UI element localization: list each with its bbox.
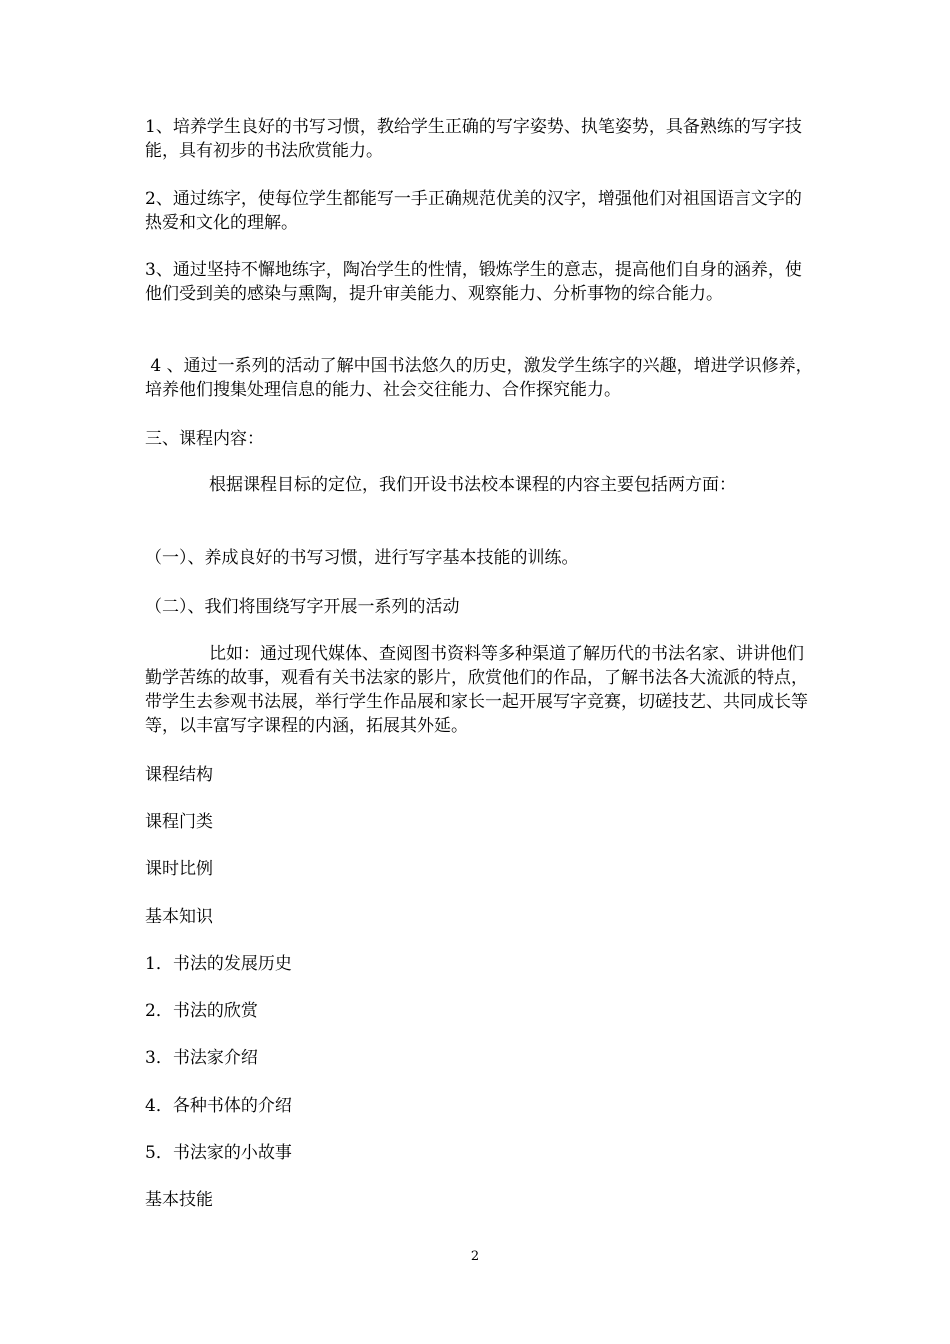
activities-paragraph: 比如：通过现代媒体、查阅图书资料等多种渠道了解历代的书法名家、讲讲他们勤学苦练的故事，观看有关书法家的影片，欣赏他们的作品，了解书法各大流派的特点，带学生去参观书法展，举行学生作品展和家长一起开展写字竞赛，切磋技艺、共同成长等等，以丰富写字课程的内涵，拓展其外延。	[145, 644, 808, 736]
skills-label: 基本技能	[145, 1190, 213, 1210]
structure-label: 课程门类	[145, 812, 213, 832]
content-intro-paragraph: 根据课程目标的定位，我们开设书法校本课程的内容主要包括两方面：	[209, 475, 736, 495]
structure-label: 课程结构	[145, 765, 213, 785]
content-item-two: （二）、我们将围绕写字开展一系列的活动	[145, 597, 460, 617]
structure-label: 基本知识	[145, 907, 213, 927]
knowledge-list-item: 5．书法家的小故事	[145, 1143, 292, 1163]
knowledge-list-item: 2．书法的欣赏	[145, 1001, 258, 1021]
knowledge-list-item: 3．书法家介绍	[145, 1048, 258, 1068]
content-item-one: （一）、养成良好的书写习惯，进行写字基本技能的训练。	[145, 548, 579, 568]
structure-label: 课时比例	[145, 859, 213, 879]
knowledge-list-item: 1．书法的发展历史	[145, 954, 292, 974]
section-heading: 三、课程内容：	[145, 429, 264, 449]
objective-paragraph-3: 3、通过坚持不懈地练字，陶冶学生的性情，锻炼学生的意志，提高他们自身的涵养，使他们受到美的感染与熏陶，提升审美能力、观察能力、分析事物的综合能力。	[145, 260, 802, 304]
knowledge-list-item: 4．各种书体的介绍	[145, 1096, 292, 1116]
objective-paragraph-1: 1、培养学生良好的书写习惯，教给学生正确的写字姿势、执笔姿势，具备熟练的写字技能，具有初步的书法欣赏能力。	[145, 117, 802, 161]
objective-paragraph-2: 2、通过练字，使每位学生都能写一手正确规范优美的汉字，增强他们对祖国语言文字的热爱和文化的理解。	[145, 189, 802, 233]
page-number: 2	[470, 1249, 480, 1264]
objective-paragraph-4: 4 、通过一系列的活动了解中国书法悠久的历史，激发学生练字的兴趣，增进学识修养，培养他们搜集处理信息的能力、社会交往能力、合作探究能力。	[145, 356, 813, 400]
